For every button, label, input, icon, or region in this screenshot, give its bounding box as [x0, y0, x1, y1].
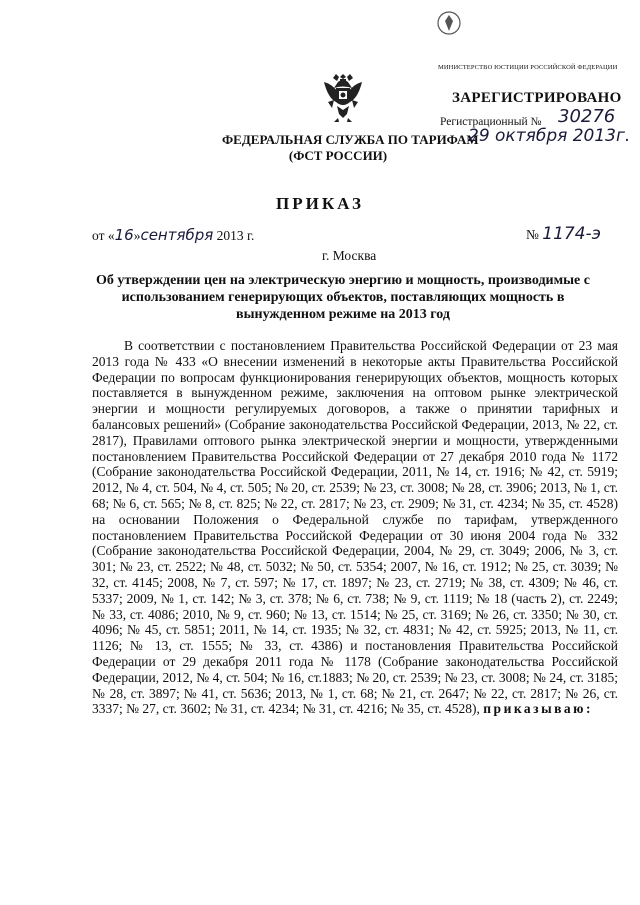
- order-number: № 1174-э: [526, 224, 601, 244]
- agency-name: ФЕДЕРАЛЬНАЯ СЛУЖБА ПО ТАРИФАМ: [222, 132, 479, 147]
- ministry-seal-icon: [436, 10, 462, 36]
- stamp-ministry: МИНИСТЕРСТВО ЮСТИЦИИ РОССИЙСКОЙ ФЕДЕРАЦИИ: [438, 64, 618, 71]
- document-title: ПРИКАЗ: [276, 194, 364, 213]
- order-body: [92, 338, 618, 717]
- body-text: В соответствии с постановлением Правительства Российской Федерации от 23 мая 2013 года № 433 «О внесении изменений в некоторые акты Правительства Российской Федерации по вопросам функционирования генерирующих объектов, мощность которых поставляется в вынужденном режиме, заключения на оптовом рынке электрической энергии и мощности регулируемых договоров, а также о принятии тарифных и балансовых решений» (Собрание законодательства Российской Федерации, 2013, № 22, ст. 2817), Правилами оптового рынка электрической энергии и мощности, утвержденными постановлением Правительства Российской Федерации от 27 декабря 2010 года № 1172 (Собрание законодательства Российской Федерации, 2011, № 14, ст. 1916; № 42, ст. 5919; 2012, № 4, ст. 504, № 4, ст. 505; № 20, ст. 2539; № 23, ст. 3008; № 28, ст. 3906; 2013, № 1, ст. 68; № 6, ст. 565; № 8, ст. 825; № 22, ст. 2817; № 23, ст. 2909; № 31, ст. 4234; № 35, ст. 4528) на основании Положения о Федеральной службе по тарифам, утвержденного постановлением Правительства Российской Федерации от 30 июня 2004 года № 332 (Собрание законодательства Российской Федерации, 2004, № 29, ст. 3049; 2006, № 3, ст. 301; № 23, ст. 2522; № 48, ст. 5032; № 50, ст. 5354; 2007, № 16, ст. 1912; № 25, ст. 3039; № 32, ст. 4145; 2008, № 7, ст. 597; № 17, ст. 1897; № 23, ст. 2719; № 38, ст. 4309; № 46, ст. 5337; 2009, № 1, ст. 142; № 3, ст. 378; № 6, ст. 738; № 9, ст. 1119; № 18 (часть 2), ст. 2249; № 33, ст. 4086; 2010, № 9, ст. 960; № 13, ст. 1514; № 25, ст. 3169; № 26, ст. 3350; № 30, ст. 4096; № 45, ст. 5851; 2011, № 14, ст. 1935; № 32, ст. 4831; № 42, ст. 5925; 2013, № 11, ст. 1126; № 13, ст. 1555; № 33, ст. 4386) и постановления Правительства Российской Федерации от 29 декабря 2011 года № 1178 (Собрание законодательства Российской Федерации, 2012, № 4, ст. 504; № 16, ст.1883; № 20, ст. 2539; № 23, ст. 3008; № 24, ст. 3185; № 28, ст. 3897; № 41, ст. 5636; 2013, № 1, ст. 68; № 21, ст. 2647; № 22, ст. 2817; № 26, ст. 3337; № 27, ст. 3602; № 31, ст. 4234; № 31, ст. 4216; № 35, ст. 4528),: [92, 338, 618, 717]
- stamp-reg-label: Регистрационный №: [440, 116, 542, 128]
- order-date: от «16»сентября 2013 г.: [92, 226, 255, 244]
- coat-of-arms-icon: [318, 68, 368, 124]
- order-city: г. Москва: [322, 248, 377, 263]
- agency-short-name: (ФСТ РОССИИ): [288, 148, 388, 163]
- order-word: приказываю:: [483, 701, 593, 717]
- stamp-reg-date: 29 октября 2013г.: [468, 126, 631, 146]
- order-heading: Об утверждении цен на электрическую энергию и мощность, производимые с использованием генерирующих объектов, поставляющих мощность в вынужденном режиме на 2013 год: [96, 273, 590, 322]
- stamp-reg-number: 30276: [558, 106, 616, 127]
- stamp-registered: ЗАРЕГИСТРИРОВАНО: [452, 90, 622, 106]
